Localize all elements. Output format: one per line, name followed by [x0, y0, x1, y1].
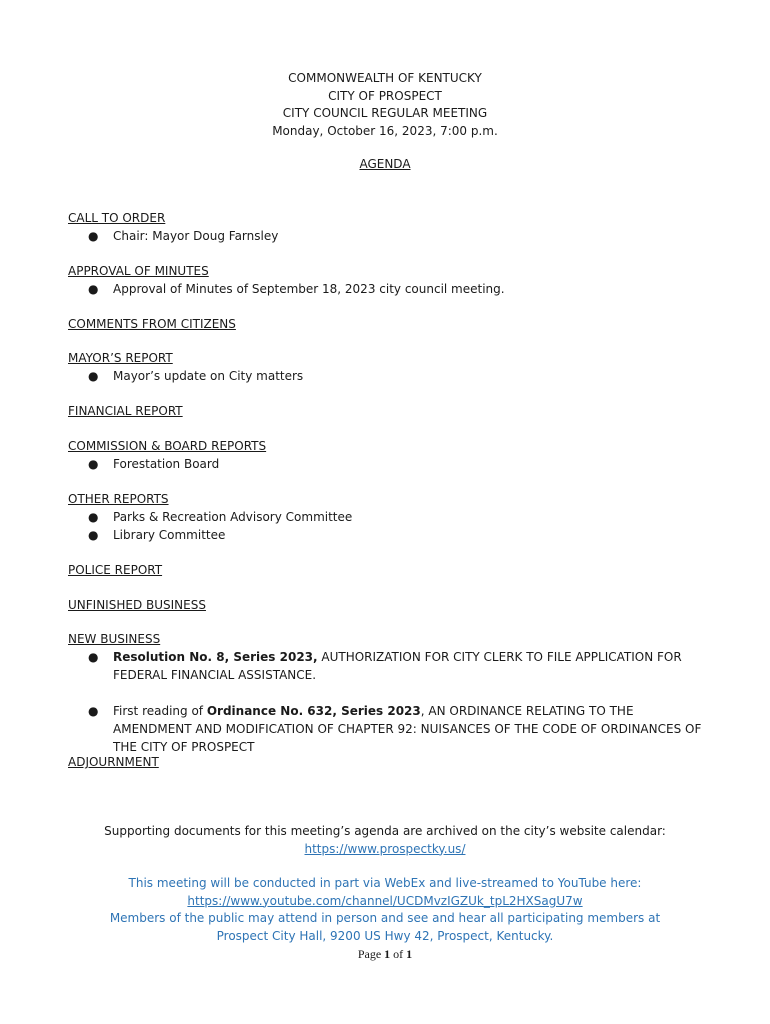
section-commission-board	[68, 437, 708, 473]
section-heading: NEW BUSINESS	[68, 632, 161, 646]
header-meeting-type: CITY COUNCIL REGULAR MEETING	[282, 106, 488, 120]
agenda-title: AGENDA	[359, 157, 411, 171]
section-heading: COMMISSION & BOARD REPORTS	[68, 439, 267, 453]
section-other-reports	[68, 490, 708, 544]
youtube-link[interactable]: https://www.youtube.com/channel/UCDMvzIGZUk_tpL2HXSagU7w	[187, 893, 583, 908]
section-police-report	[68, 561, 708, 579]
bullet-icon: ●	[88, 650, 99, 664]
list-item: ● Approval of Minutes of September 18, 2023 city council meeting.	[88, 282, 505, 296]
document-header	[0, 70, 770, 140]
list-item: ● Mayor’s update on City matters	[88, 369, 304, 383]
list-item-ordinance: ● First reading of Ordinance No. 632, Series 2023, AN ORDINANCE RELATING TO THE AMENDMENT AND MODIFICATION OF CHAPTER 92: NUISANCES OF THE CODE OF ORDINANCES OF THE CITY OF PROSPECT	[88, 704, 702, 754]
section-heading: COMMENTS FROM CITIZENS	[68, 317, 236, 331]
ordinance-title: , AN ORDINANCE RELATING TO THE AMENDMENT AND MODIFICATION OF CHAPTER 92: NUISANCES OF THE CODE OF ORDINANCES OF THE CITY OF PROSPECT	[113, 704, 702, 754]
list-item: ● Library Committee	[88, 528, 226, 542]
bullet-icon: ●	[88, 282, 99, 296]
list-item: ● Parks & Recreation Advisory Committee	[88, 510, 353, 524]
bullet-icon: ●	[88, 528, 99, 542]
resolution-title: AUTHORIZATION FOR CITY CLERK TO FILE APPLICATION FOR FEDERAL FINANCIAL ASSISTANCE.	[113, 650, 682, 682]
bullet-icon: ●	[88, 229, 99, 243]
section-mayors-report	[68, 349, 708, 385]
header-commonwealth: COMMONWEALTH OF KENTUCKY	[288, 71, 482, 85]
supporting-documents-note	[0, 823, 770, 858]
bullet-icon: ●	[88, 510, 99, 524]
section-heading: FINANCIAL REPORT	[68, 404, 183, 418]
section-heading: UNFINISHED BUSINESS	[68, 598, 206, 612]
supporting-text: Supporting documents for this meeting’s agenda are archived on the city’s website calendar:	[104, 824, 666, 838]
section-financial-report	[68, 402, 708, 420]
page-number: Page 1 of 1	[357, 947, 413, 961]
section-heading: POLICE REPORT	[68, 563, 163, 577]
list-item-resolution	[68, 648, 708, 684]
section-heading: MAYOR’S REPORT	[68, 351, 173, 365]
section-heading: OTHER REPORTS	[68, 492, 169, 506]
public-attendance-line1: Members of the public may attend in person and see and hear all participating members at	[109, 911, 661, 925]
header-date: Monday, October 16, 2023, 7:00 p.m.	[272, 123, 498, 138]
section-adjournment	[68, 753, 708, 771]
section-unfinished-business	[68, 596, 708, 614]
resolution-number: Resolution No. 8, Series 2023,	[113, 650, 318, 664]
header-city: CITY OF PROSPECT	[328, 88, 442, 103]
bullet-icon: ●	[88, 369, 99, 383]
section-comments	[68, 315, 708, 333]
section-heading: APPROVAL OF MINUTES	[68, 264, 209, 278]
webex-text: This meeting will be conducted in part via WebEx and live-streamed to YouTube here:	[128, 876, 642, 890]
section-approval-of-minutes	[68, 262, 708, 298]
website-link[interactable]: https://www.prospectky.us/	[304, 841, 466, 856]
bullet-icon: ●	[88, 704, 99, 718]
list-item: ● Chair: Mayor Doug Farnsley	[88, 229, 279, 243]
broadcast-note	[0, 875, 770, 945]
bullet-icon: ●	[88, 457, 99, 471]
list-item: ● Forestation Board	[88, 457, 220, 471]
public-attendance-line2: Prospect City Hall, 9200 US Hwy 42, Prospect, Kentucky.	[216, 928, 554, 943]
section-heading: CALL TO ORDER	[68, 211, 166, 225]
section-heading: ADJOURNMENT	[68, 755, 159, 769]
ordinance-number: Ordinance No. 632, Series 2023	[206, 704, 421, 718]
section-call-to-order	[68, 209, 708, 245]
